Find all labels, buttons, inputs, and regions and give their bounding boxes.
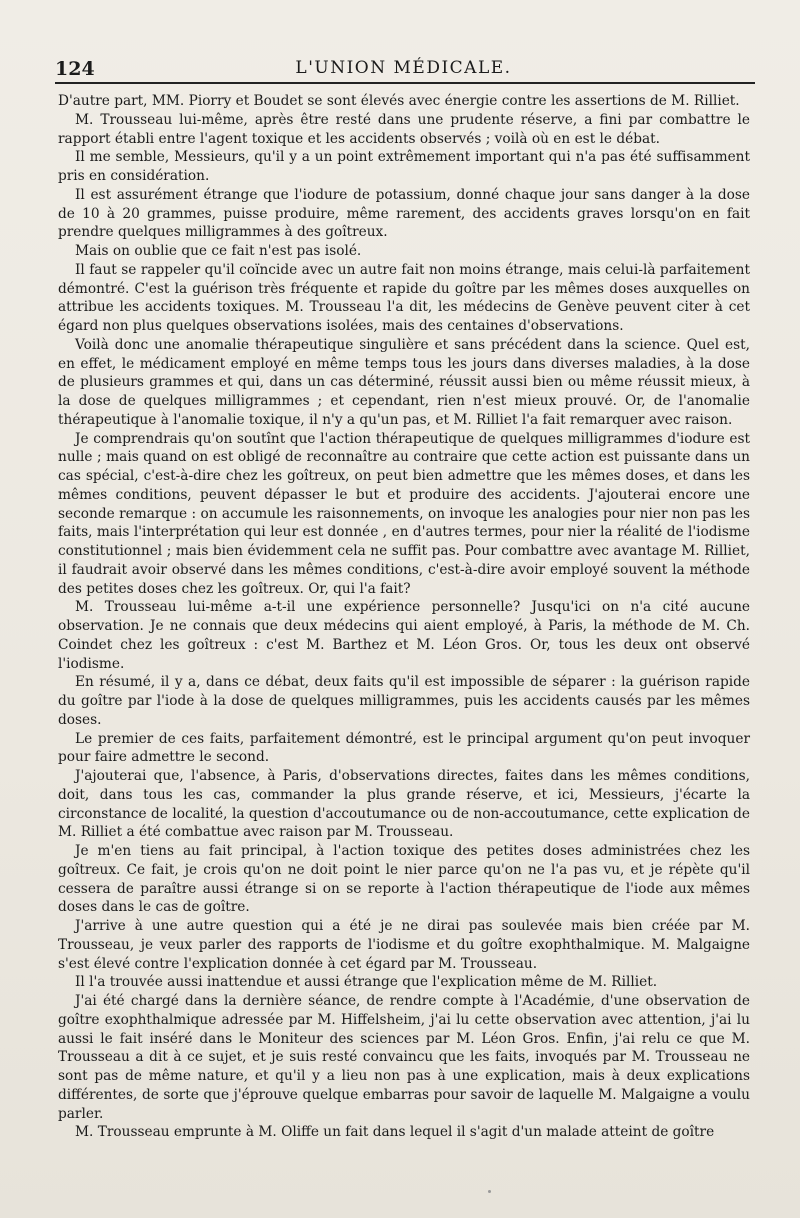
paragraph: Je m'en tiens au fait principal, à l'action toxique des petites doses administrées chez les goîtreux. Ce fait, je crois qu'on ne doit point le nier parce qu'on ne l'a pas vu, et je répète qu'il cessera de paraître aussi étrange si on se reporte à l'action thérapeutique de l'iode aux mêmes doses dans le cas de goître. — [58, 843, 750, 916]
paragraph: J'ajouterai que, l'absence, à Paris, d'observations directes, faites dans les mêmes conditions, doit, dans tous les cas, commander la plus grande réserve, et ici, Messieurs, j'écarte la circonstance de localité, la question d'accoutumance ou de non-accoutumance, cette explication de M. Rilliet a été combattue avec raison par M. Trousseau. — [58, 768, 750, 841]
paragraph: Voilà donc une anomalie thérapeutique singulière et sans précédent dans la science. Quel est, en effet, le médicament employé en même temps tous les jours dans diverses maladies, à la dose de plusieurs grammes et qui, dans un cas déterminé, réussit aussi bien ou même réussit mieux, à la dose de quelques milligrammes ; et cependant, rien n'est mieux prouvé. Or, de l'anomalie thérapeutique à l'anomalie toxique, il n'y a qu'un pas, et M. Rilliet l'a fait remarquer avec raison. — [58, 336, 750, 428]
paragraph: Il est assurément étrange que l'iodure de potassium, donné chaque jour sans danger à la dose de 10 à 20 grammes, puisse produire, même rarement, des accidents graves lorsqu'on en fait prendre quelques milligrammes à des goîtreux. — [58, 186, 750, 241]
paragraph: M. Trousseau emprunte à M. Oliffe un fait dans lequel il s'agit d'un malade atteint de goître — [75, 1124, 715, 1141]
paragraph: M. Trousseau lui-même a-t-il une expérience personnelle? Jusqu'ici on n'a cité aucune observation. Je ne connais que deux médecins qui aient employé, à Paris, la méthode de M. Ch. Coindet chez les goîtreux : c'est M. Barthez et M. Léon Gros. Or, tous les deux ont observé l'iodisme. — [58, 599, 750, 672]
print-speck — [488, 1190, 491, 1193]
body-text — [58, 92, 750, 1142]
paragraph: En résumé, il y a, dans ce débat, deux faits qu'il est impossible de séparer : la guérison rapide du goître par l'iode à la dose de quelques milligrammes, puis les accidents causés par les mêmes doses. — [58, 674, 750, 728]
page-header — [55, 52, 752, 80]
paragraph: J'arrive à une autre question qui a été je ne dirai pas soulevée mais bien créée par M. Trousseau, je veux parler des rapports de l'iodisme et du goître exophthalmique. M. Malgaigne s'est élevé contre l'explication donnée à cet égard par M. Trousseau. — [58, 918, 750, 972]
paragraph: Je comprendrais qu'on soutînt que l'action thérapeutique de quelques milligrammes d'iodure est nulle ; mais quand on est obligé de reconnaître au contraire que cette action est puissante dans un cas spécial, c'est-à-dire chez les goîtreux, on peut bien admettre que les mêmes doses, et dans les mêmes conditions, peuvent dépasser le but et produire des accidents. J'ajouterai encore une seconde remarque : on accumule les raisonnements, on invoque les analogies pour nier non pas les faits, mais l'interprétation qui leur est donnée , en d'autres termes, pour nier la réalité de l'iodisme constitutionnel ; mais bien évidemment cela ne suffit pas. Pour combattre avec avantage M. Rilliet, il faudrait avoir observé dans les mêmes conditions, c'est-à-dire avoir employé souvent la méthode des petites doses chez les goîtreux. Or, qui l'a fait? — [58, 430, 750, 597]
paragraph: D'autre part, MM. Piorry et Boudet se sont élevés avec énergie contre les assertions de M. Rilliet. — [58, 93, 740, 109]
paragraph: Il l'a trouvée aussi inattendue et aussi étrange que l'explication même de M. Rilliet. — [75, 974, 658, 991]
paragraph: J'ai été chargé dans la dernière séance, de rendre compte à l'Académie, d'une observation de goître exophthalmique adressée par M. Hiffelsheim, j'ai lu cette observation avec attention, j'ai lu aussi le fait inséré dans le Moniteur des sciences par M. Léon Gros. Enfin, j'ai relu ce que M. Trousseau a dit à ce sujet, et je suis resté convaincu que les faits, invoqués par M. Trousseau ne sont pas de même nature, et qu'il y a lieu non pas à une explication, mais à deux explications différentes, de sorte que j'éprouve quelque embarras pour savoir de laquelle M. Malgaigne a voulu parler. — [58, 993, 750, 1122]
page-number: 124 — [55, 58, 95, 80]
header-rule — [55, 82, 755, 84]
paragraph: Il faut se rappeler qu'il coïncide avec un autre fait non moins étrange, mais celui-là parfaitement démontré. C'est la guérison très fréquente et rapide du goître par les mêmes doses auxquelles on attribue les accidents toxiques. M. Trousseau l'a dit, les médecins de Genève peuvent citer à cet égard non plus quelques observations isolées, mais des centaines d'observations. — [58, 261, 750, 334]
paragraph: Le premier de ces faits, parfaitement démontré, est le principal argument qu'on peut invoquer pour faire admettre le second. — [58, 730, 750, 766]
paragraph: M. Trousseau lui-même, après être resté dans une prudente réserve, a fini par combattre le rapport établi entre l'agent toxique et les accidents observés ; voilà où en est le débat. — [58, 111, 750, 147]
paragraph: Il me semble, Messieurs, qu'il y a un point extrêmement important qui n'a pas été suffisamment pris en considération. — [58, 149, 750, 184]
running-title: L'UNION MÉDICALE. — [295, 58, 512, 78]
paragraph: Mais on oublie que ce fait n'est pas isolé. — [75, 243, 362, 259]
